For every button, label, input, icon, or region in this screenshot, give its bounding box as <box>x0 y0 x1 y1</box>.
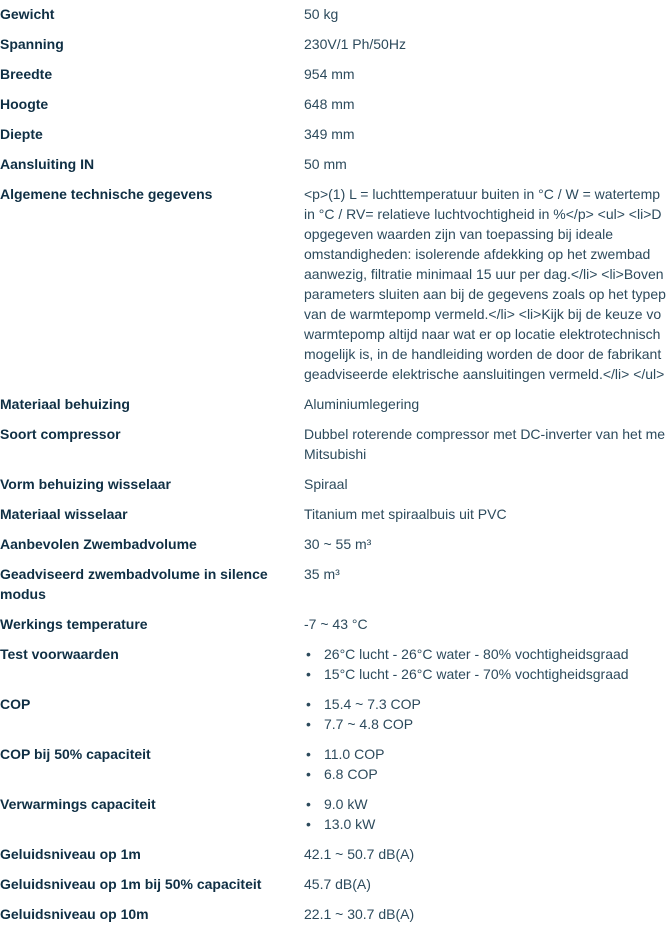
spec-value: Aluminiumlegering <box>304 396 420 412</box>
spec-value-list <box>304 744 667 784</box>
spec-value: Titanium met spiraalbuis uit PVC <box>304 506 507 522</box>
spec-label: Test voorwaarden <box>0 646 119 662</box>
spec-row-gewicht <box>0 0 667 28</box>
spec-label: Spanning <box>0 36 64 52</box>
spec-value-line: Mitsubishi <box>304 446 367 462</box>
spec-row-hoogte <box>0 88 667 118</box>
spec-row-werkings-temperature <box>0 608 667 638</box>
spec-row-aansluiting-in <box>0 148 667 178</box>
spec-value-list <box>304 794 667 834</box>
spec-value-line: parameters sluiten aan bij de gegevens zoals op het typep <box>304 286 666 302</box>
spec-row-algemene-technische-gegevens <box>0 178 667 388</box>
spec-value-line: geadviseerde elektrische aansluitingen vermeld.</li> </ul> <box>304 366 665 382</box>
spec-label: Geluidsniveau op 1m <box>0 846 141 862</box>
spec-value-line: van de warmtepomp vermeld.</li> <li>Kijk bij de keuze vo <box>304 306 662 322</box>
spec-label: Geluidsniveau op 10m <box>0 906 149 922</box>
spec-row-diepte <box>0 118 667 148</box>
spec-value-list <box>304 644 667 684</box>
spec-value: 22.1 ~ 30.7 dB(A) <box>304 906 415 922</box>
spec-row-test-voorwaarden <box>0 638 667 688</box>
spec-row-breedte <box>0 58 667 88</box>
spec-value: -7 ~ 43 °C <box>304 616 368 632</box>
list-item: • 7.7 ~ 4.8 COP <box>304 714 667 734</box>
spec-label: Soort compressor <box>0 426 121 442</box>
spec-row-materiaal-behuizing <box>0 388 667 418</box>
spec-value-line: Dubbel roterende compressor met DC-inverter van het me <box>304 426 666 442</box>
spec-label: Geluidsniveau op 1m bij 50% capaciteit <box>0 876 262 892</box>
spec-row-cop <box>0 688 667 738</box>
spec-label: COP <box>0 696 31 712</box>
list-item: • 13.0 kW <box>304 814 667 834</box>
spec-value-line: omstandigheden: isolerende afdekking op het zwembad <box>304 246 651 262</box>
spec-label: Verwarmings capaciteit <box>0 796 156 812</box>
spec-label: Materiaal behuizing <box>0 396 130 412</box>
value-list <box>304 744 667 784</box>
spec-row-geadviseerd-zwembadvolume-silence <box>0 558 667 608</box>
value-list <box>304 644 667 684</box>
value-list <box>304 794 667 834</box>
spec-value: 954 mm <box>304 66 355 82</box>
spec-row-soort-compressor <box>0 418 667 468</box>
spec-label-line: Geadviseerd zwembadvolume in silence <box>0 566 268 582</box>
spec-value: Spiraal <box>304 476 348 492</box>
spec-row-spanning <box>0 28 667 58</box>
spec-label: Vorm behuizing wisselaar <box>0 476 171 492</box>
spec-value-multiline <box>304 184 667 384</box>
spec-row-verwarmings-capaciteit <box>0 788 667 838</box>
spec-label: Breedte <box>0 66 53 82</box>
spec-value-line: <p>(1) L = luchttemperatuur buiten in °C / W = watertemp <box>304 186 661 202</box>
spec-value: 230V/1 Ph/50Hz <box>304 36 406 52</box>
list-item: • 26°C lucht - 26°C water - 80% vochtigheidsgraad <box>304 644 667 664</box>
spec-label-multiline <box>0 564 304 604</box>
spec-value-line: warmtepomp altijd naar wat er op locatie elektrotechnisch <box>304 326 661 342</box>
spec-value-list <box>304 694 667 734</box>
spec-value: 42.1 ~ 50.7 dB(A) <box>304 846 415 862</box>
spec-label: Algemene technische gegevens <box>0 186 213 202</box>
spec-label: Aanbevolen Zwembadvolume <box>0 536 197 552</box>
spec-row-geluidsniveau-1m-50 <box>0 868 667 898</box>
spec-row-vorm-behuizing-wisselaar <box>0 468 667 498</box>
spec-label: Werkings temperature <box>0 616 148 632</box>
spec-label: Materiaal wisselaar <box>0 506 128 522</box>
spec-row-geluidsniveau-1m <box>0 838 667 868</box>
spec-label: Hoogte <box>0 96 49 112</box>
spec-label: Gewicht <box>0 6 55 22</box>
list-item: • 15°C lucht - 26°C water - 70% vochtigheidsgraad <box>304 664 667 684</box>
spec-value-line: mogelijk is, in de handleiding worden de door de fabrikant <box>304 346 662 362</box>
spec-label: COP bij 50% capaciteit <box>0 746 151 762</box>
spec-row-materiaal-wisselaar <box>0 498 667 528</box>
spec-label-line: modus <box>0 586 46 602</box>
spec-value: 50 kg <box>304 6 339 22</box>
value-list <box>304 694 667 734</box>
list-item: • 6.8 COP <box>304 764 667 784</box>
spec-value: 30 ~ 55 m³ <box>304 536 372 552</box>
list-item: • 9.0 kW <box>304 794 667 814</box>
spec-value: 648 mm <box>304 96 355 112</box>
spec-value: 349 mm <box>304 126 355 142</box>
spec-value-line: opgegeven waarden zijn van toepassing bij ideale <box>304 226 613 242</box>
spec-value-line: in °C / RV= relatieve luchtvochtigheid in %</p> <ul> <li>D <box>304 206 662 222</box>
spec-value-line: aanwezig, filtratie minimaal 15 uur per dag.</li> <li>Boven <box>304 266 664 282</box>
spec-row-cop-50 <box>0 738 667 788</box>
spec-label: Aansluiting IN <box>0 156 95 172</box>
spec-value-multiline <box>304 424 667 464</box>
spec-label: Diepte <box>0 126 43 142</box>
spec-row-aanbevolen-zwembadvolume <box>0 528 667 558</box>
spec-value: 35 m³ <box>304 566 340 582</box>
list-item: • 15.4 ~ 7.3 COP <box>304 694 667 714</box>
spec-row-geluidsniveau-10m <box>0 898 667 928</box>
spec-value: 50 mm <box>304 156 347 172</box>
spec-value: 45.7 dB(A) <box>304 876 371 892</box>
list-item: • 11.0 COP <box>304 744 667 764</box>
